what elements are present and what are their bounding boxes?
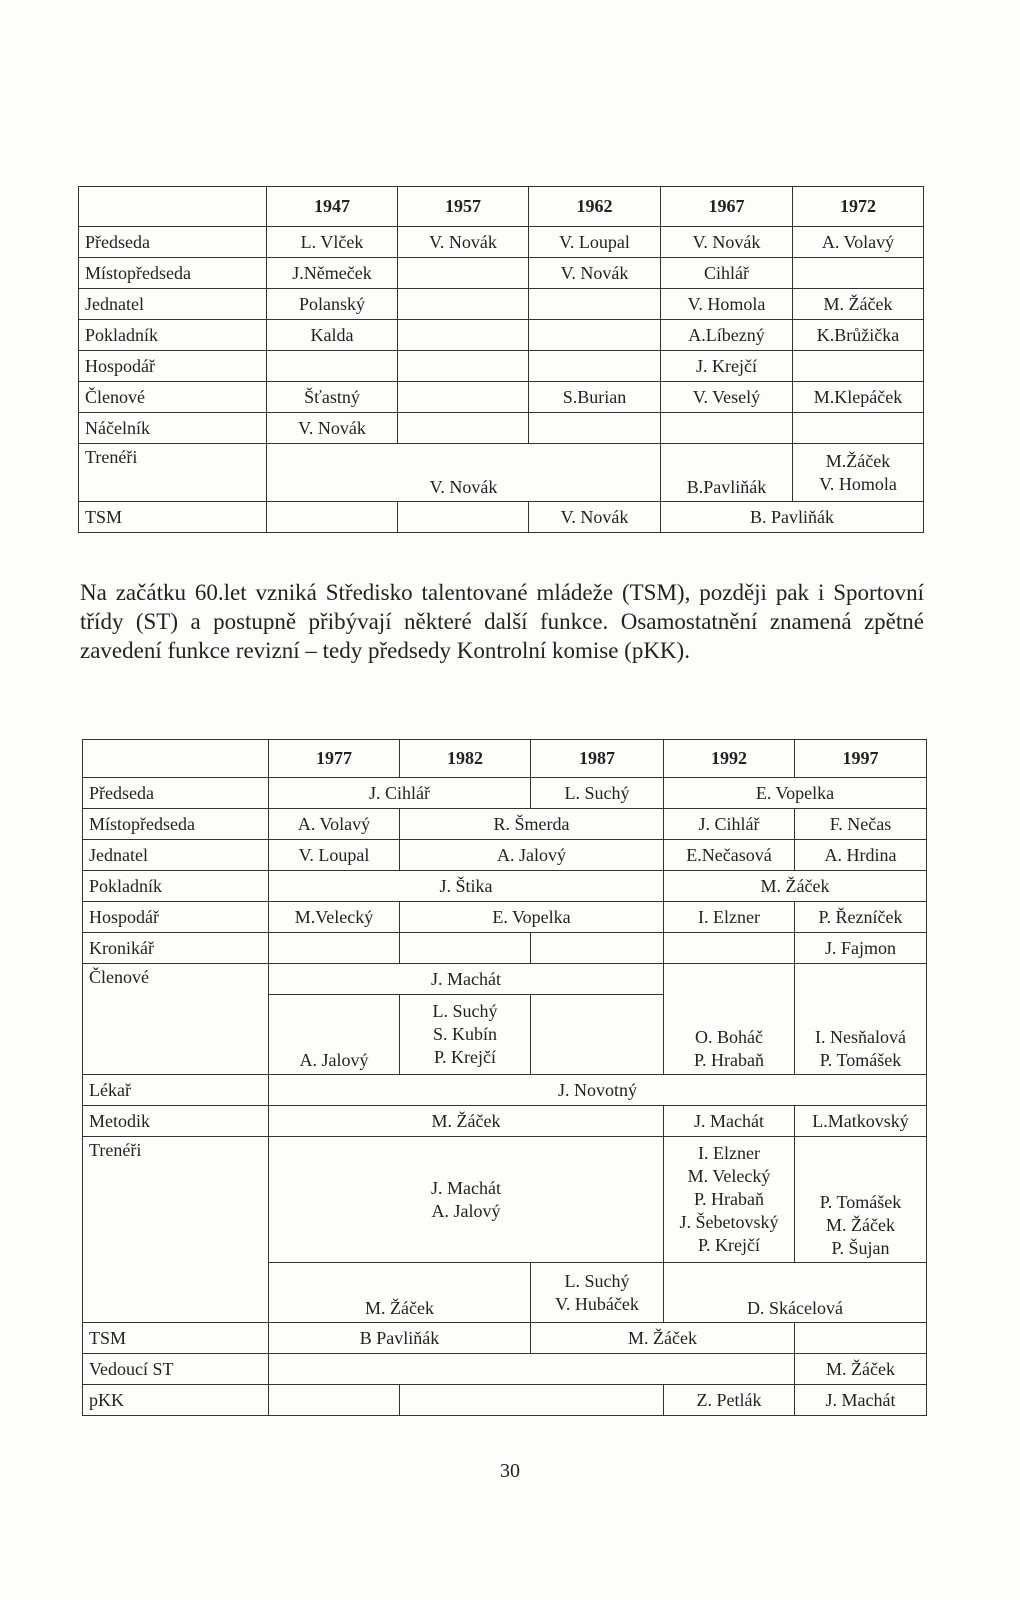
year-header: 1972 xyxy=(793,187,924,227)
table-cell: J. Fajmon xyxy=(795,933,927,964)
table-row xyxy=(79,320,924,351)
cell-line: V. Homola xyxy=(819,473,897,494)
table-cell: J. Krejčí xyxy=(661,351,793,382)
table-cell: M. Žáček xyxy=(269,1263,531,1323)
row-label: Trenéři xyxy=(83,1137,269,1323)
table-cell: E. Vopelka xyxy=(400,902,664,933)
table-cell: V. Novák xyxy=(529,258,661,289)
table-cell xyxy=(793,444,924,502)
table-cell: A. Hrdina xyxy=(795,840,927,871)
table-cell xyxy=(267,502,398,533)
table-cell xyxy=(398,258,529,289)
officers-table-1977-1997 xyxy=(82,739,927,1416)
cell-line: P. Tomášek xyxy=(819,1192,902,1212)
table-cell xyxy=(661,413,793,444)
cell-line: V. Hubáček xyxy=(555,1293,639,1314)
row-label: Jednatel xyxy=(83,840,269,871)
officers-table-1947-1972 xyxy=(78,186,924,533)
cell-line: P. Hrabaň xyxy=(694,1189,764,1209)
table-cell xyxy=(793,413,924,444)
table-row xyxy=(79,413,924,444)
table-cell xyxy=(269,1385,400,1416)
table-cell xyxy=(529,289,661,320)
table-cell xyxy=(529,320,661,351)
table-row xyxy=(79,444,924,502)
cell-line: L. Suchý xyxy=(564,1270,630,1291)
table-cell: J. Cihlář xyxy=(664,809,795,840)
cell-line: P. Krejčí xyxy=(434,1047,496,1067)
table-cell: A. Jalový xyxy=(400,840,664,871)
table-cell xyxy=(664,964,795,1075)
table-cell xyxy=(398,382,529,413)
table-row xyxy=(79,382,924,413)
row-label: Náčelník xyxy=(79,413,267,444)
table-cell: V. Loupal xyxy=(529,227,661,258)
table-cell: J. Machát xyxy=(664,1106,795,1137)
table-cell xyxy=(398,413,529,444)
row-label: Členové xyxy=(79,382,267,413)
table-cell: B.Pavliňák xyxy=(661,444,793,502)
table-row xyxy=(83,1106,927,1137)
body-paragraph: Na začátku 60.let vzniká Středisko talentované mládeže (TSM), později pak i Sportovní třídy (ST) a postupně přibývají některé další funkce. Osamostatnění znamená zpětné zavedení funkce revizní – tedy předsedy Kontrolní komise (pKK). xyxy=(80,580,924,663)
table-row xyxy=(83,964,927,995)
table-cell xyxy=(795,964,927,1075)
table-cell: M.Klepáček xyxy=(793,382,924,413)
table-cell xyxy=(664,933,795,964)
table-cell: J. Cihlář xyxy=(269,778,531,809)
table-cell xyxy=(400,1385,664,1416)
table-cell: V. Veselý xyxy=(661,382,793,413)
table-cell: E.Nečasová xyxy=(664,840,795,871)
year-header: 1997 xyxy=(795,740,927,778)
table-row xyxy=(83,933,927,964)
table-cell: V. Homola xyxy=(661,289,793,320)
table-cell xyxy=(793,258,924,289)
page-number: 30 xyxy=(500,1460,520,1482)
cell-line: A. Jalový xyxy=(431,1200,501,1221)
table-cell: K.Brůžička xyxy=(793,320,924,351)
table-row xyxy=(83,1137,927,1263)
row-label: Předseda xyxy=(83,778,269,809)
table-row xyxy=(79,289,924,320)
row-label: Lékař xyxy=(83,1075,269,1106)
table-cell: Z. Petlák xyxy=(664,1385,795,1416)
cell-line: P. Hrabaň xyxy=(694,1050,764,1070)
table-cell: J. Novotný xyxy=(269,1075,927,1106)
table-cell: M.Velecký xyxy=(269,902,400,933)
row-label: TSM xyxy=(83,1323,269,1354)
table-cell xyxy=(400,995,531,1075)
table-cell xyxy=(531,933,664,964)
table-cell xyxy=(269,1354,795,1385)
table-cell: M. Žáček xyxy=(531,1323,795,1354)
row-label: Místopředseda xyxy=(79,258,267,289)
table-cell: Cihlář xyxy=(661,258,793,289)
table-cell xyxy=(269,1137,664,1263)
cell-line: J. Šebetovský xyxy=(679,1212,779,1232)
cell-line: L. Suchý xyxy=(432,1001,498,1021)
row-label: Předseda xyxy=(79,227,267,258)
table-cell: A. Volavý xyxy=(793,227,924,258)
table-header-row xyxy=(79,187,924,227)
table-row xyxy=(83,1354,927,1385)
table-cell xyxy=(529,413,661,444)
table-cell: A. Volavý xyxy=(269,809,400,840)
table-cell: B. Pavliňák xyxy=(661,502,924,533)
table-cell: M. Žáček xyxy=(795,1354,927,1385)
table-header-row xyxy=(83,740,927,778)
table-row xyxy=(83,840,927,871)
row-label: Místopředseda xyxy=(83,809,269,840)
table-cell: A.Líbezný xyxy=(661,320,793,351)
table-cell: B Pavliňák xyxy=(269,1323,531,1354)
table-row xyxy=(83,871,927,902)
cell-line: M.Žáček xyxy=(825,450,891,471)
year-header: 1947 xyxy=(267,187,398,227)
table-row xyxy=(83,1323,927,1354)
table-cell: M. Žáček xyxy=(269,1106,664,1137)
table-cell: L. Vlček xyxy=(267,227,398,258)
table-cell xyxy=(795,1323,927,1354)
table-cell: V. Novák xyxy=(529,502,661,533)
year-header: 1992 xyxy=(664,740,795,778)
table-cell xyxy=(664,1137,795,1263)
table-cell xyxy=(398,351,529,382)
table-cell xyxy=(269,933,400,964)
table-cell: I. Elzner xyxy=(664,902,795,933)
row-label: Pokladník xyxy=(79,320,267,351)
table-cell: Šťastný xyxy=(267,382,398,413)
cell-line: M. Žáček xyxy=(826,1215,895,1235)
table-row xyxy=(83,1385,927,1416)
table-cell: V. Novák xyxy=(398,227,529,258)
year-header: 1957 xyxy=(398,187,529,227)
row-label: Jednatel xyxy=(79,289,267,320)
cell-line: P. Šujan xyxy=(831,1238,890,1258)
table-cell: R. Šmerda xyxy=(400,809,664,840)
table-cell: L. Suchý xyxy=(531,778,664,809)
table-cell: J. Štika xyxy=(269,871,664,902)
table-cell: J.Němeček xyxy=(267,258,398,289)
row-label: Pokladník xyxy=(83,871,269,902)
table-cell xyxy=(398,320,529,351)
year-header: 1987 xyxy=(531,740,664,778)
row-label: Členové xyxy=(83,964,269,1075)
table-row xyxy=(83,809,927,840)
table-cell xyxy=(795,1137,927,1263)
row-label: Trenéři xyxy=(79,444,267,502)
table-cell xyxy=(529,351,661,382)
table-cell: L.Matkovský xyxy=(795,1106,927,1137)
row-label: TSM xyxy=(79,502,267,533)
row-label: pKK xyxy=(83,1385,269,1416)
cell-line: I. Nesňalová xyxy=(815,1027,906,1047)
row-label: Metodik xyxy=(83,1106,269,1137)
row-label: Kronikář xyxy=(83,933,269,964)
table-cell: A. Jalový xyxy=(269,995,400,1075)
table-cell xyxy=(398,502,529,533)
table-cell: V. Novák xyxy=(661,227,793,258)
year-header: 1982 xyxy=(400,740,531,778)
cell-line: I. Elzner xyxy=(698,1143,760,1163)
table-cell: J. Machát xyxy=(795,1385,927,1416)
table-cell: D. Skácelová xyxy=(664,1263,927,1323)
table-cell: Kalda xyxy=(267,320,398,351)
table-cell: M. Žáček xyxy=(793,289,924,320)
row-label: Vedoucí ST xyxy=(83,1354,269,1385)
table-cell: Polanský xyxy=(267,289,398,320)
cell-line: M. Velecký xyxy=(687,1166,771,1186)
table-cell xyxy=(531,1263,664,1323)
year-header: 1962 xyxy=(529,187,661,227)
corner-cell xyxy=(83,740,269,778)
cell-line: J. Machát xyxy=(431,1177,501,1198)
table-cell: V. Loupal xyxy=(269,840,400,871)
cell-line: O. Boháč xyxy=(695,1027,763,1047)
table-cell: J. Machát xyxy=(269,964,664,995)
table-cell xyxy=(267,351,398,382)
cell-line: S. Kubín xyxy=(432,1024,497,1044)
table-row xyxy=(83,1075,927,1106)
table-cell xyxy=(793,351,924,382)
table-cell: V. Novák xyxy=(267,413,398,444)
row-label: Hospodář xyxy=(79,351,267,382)
table-row xyxy=(79,502,924,533)
corner-cell xyxy=(79,187,267,227)
row-label: Hospodář xyxy=(83,902,269,933)
table-cell: F. Nečas xyxy=(795,809,927,840)
cell-line: P. Tomášek xyxy=(819,1050,902,1070)
table-row xyxy=(79,258,924,289)
cell-line: P. Krejčí xyxy=(698,1235,760,1255)
table-row xyxy=(83,902,927,933)
table-cell: M. Žáček xyxy=(664,871,927,902)
table-row xyxy=(79,227,924,258)
table-cell: P. Řezníček xyxy=(795,902,927,933)
table-row xyxy=(83,778,927,809)
table-cell: S.Burian xyxy=(529,382,661,413)
year-header: 1977 xyxy=(269,740,400,778)
table-cell xyxy=(531,995,664,1075)
table-cell xyxy=(400,933,531,964)
table-cell xyxy=(398,289,529,320)
table-cell: E. Vopelka xyxy=(664,778,927,809)
table-cell: V. Novák xyxy=(267,444,661,502)
table-row xyxy=(79,351,924,382)
year-header: 1967 xyxy=(661,187,793,227)
